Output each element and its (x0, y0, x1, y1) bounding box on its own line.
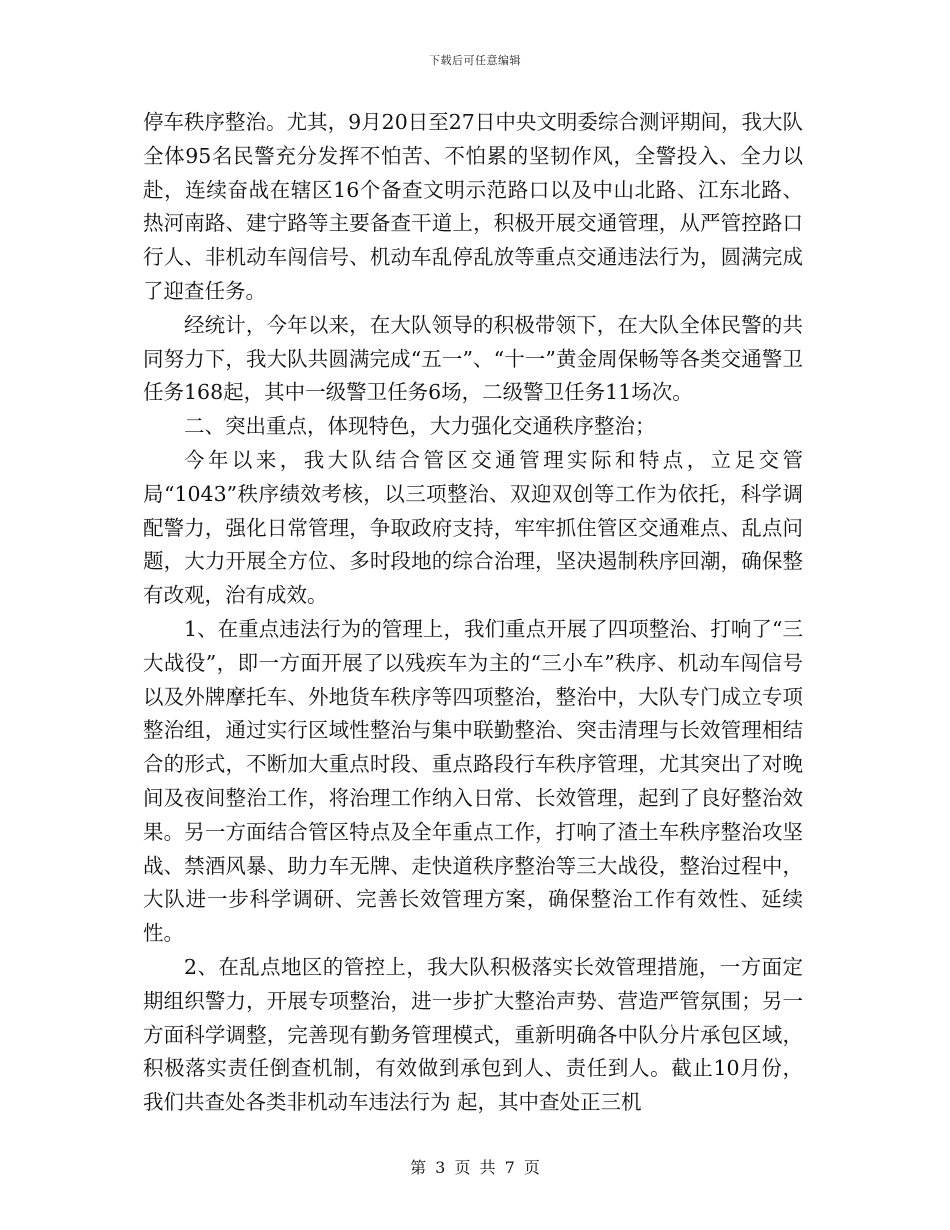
paragraph-3: 今年以来，我大队结合管区交通管理实际和特点，立足交管局“1043”秩序绩效考核，以三项整治、双迎双创等工作为依托，科学调配警力，强化日常管理，争取政府支持，牢牢抓住管区交通难点、乱点问题，大力开展全方位、多时段地的综合治理，坚决遏制秩序回潮，确保整有改观，治有成效。 (143, 447, 803, 608)
paragraph-1: 停车秩序整治。尤其，9月20日至27日中央文明委综合测评期间，我大队全体95名民警充分发挥不怕苦、不怕累的坚韧作风，全警投入、全力以赴，连续奋战在辖区16个备查文明示范路口以及中山北路、江东北路、热河南路、建宁路等主要备查干道上，积极开展交通管理，从严管控路口行人、非机动车闯信号、机动车乱停乱放等重点交通违法行为，圆满完成了迎查任务。 (143, 110, 803, 303)
section-heading: 二、突出重点，体现特色，大力强化交通秩序整治； (184, 414, 656, 439)
document-body (143, 106, 803, 1120)
paragraph-5: 2、在乱点地区的管控上，我大队积极落实长效管理措施，一方面定期组织警力，开展专项整治，进一步扩大整治声势、营造严管氛围；另一方面科学调整，完善现有勤务管理模式，重新明确各中队分片承包区域，积极落实责任倒查机制，有效做到承包到人、责任到人。截止10月份，我们共查处各类非机动车违法行为 起，其中查处正三机 (143, 954, 803, 1115)
paragraph-2: 经统计，今年以来，在大队领导的积极带领下，在大队全体民警的共同努力下，我大队共圆满完成“五一”、“十一”黄金周保畅等各类交通警卫任务168起，其中一级警卫任务6场，二级警卫任务11场次。 (143, 312, 803, 405)
page-header: 下载后可任意编辑 (429, 54, 521, 67)
page-number: 第 3 页 共 7 页 (410, 1158, 540, 1177)
paragraph-4: 1、在重点违法行为的管理上，我们重点开展了四项整治、打响了“三大战役”，即一方面开展了以残疾车为主的“三小车”秩序、机动车闯信号以及外牌摩托车、外地货车秩序等四项整治，整治中，大队专门成立专项整治组，通过实行区域性整治与集中联勤整治、突击清理与长效管理相结合的形式，不断加大重点时段、重点路段行车秩序管理，尤其突出了对晚间及夜间整治工作，将治理工作纳入日常、长效管理，起到了良好整治效果。另一方面结合管区特点及全年重点工作，打响了渣土车秩序整治攻坚战、禁酒风暴、助力车无牌、走快道秩序整治等三大战役，整治过程中，大队进一步科学调研、完善长效管理方案，确保整治工作有效性、延续性。 (143, 616, 803, 946)
